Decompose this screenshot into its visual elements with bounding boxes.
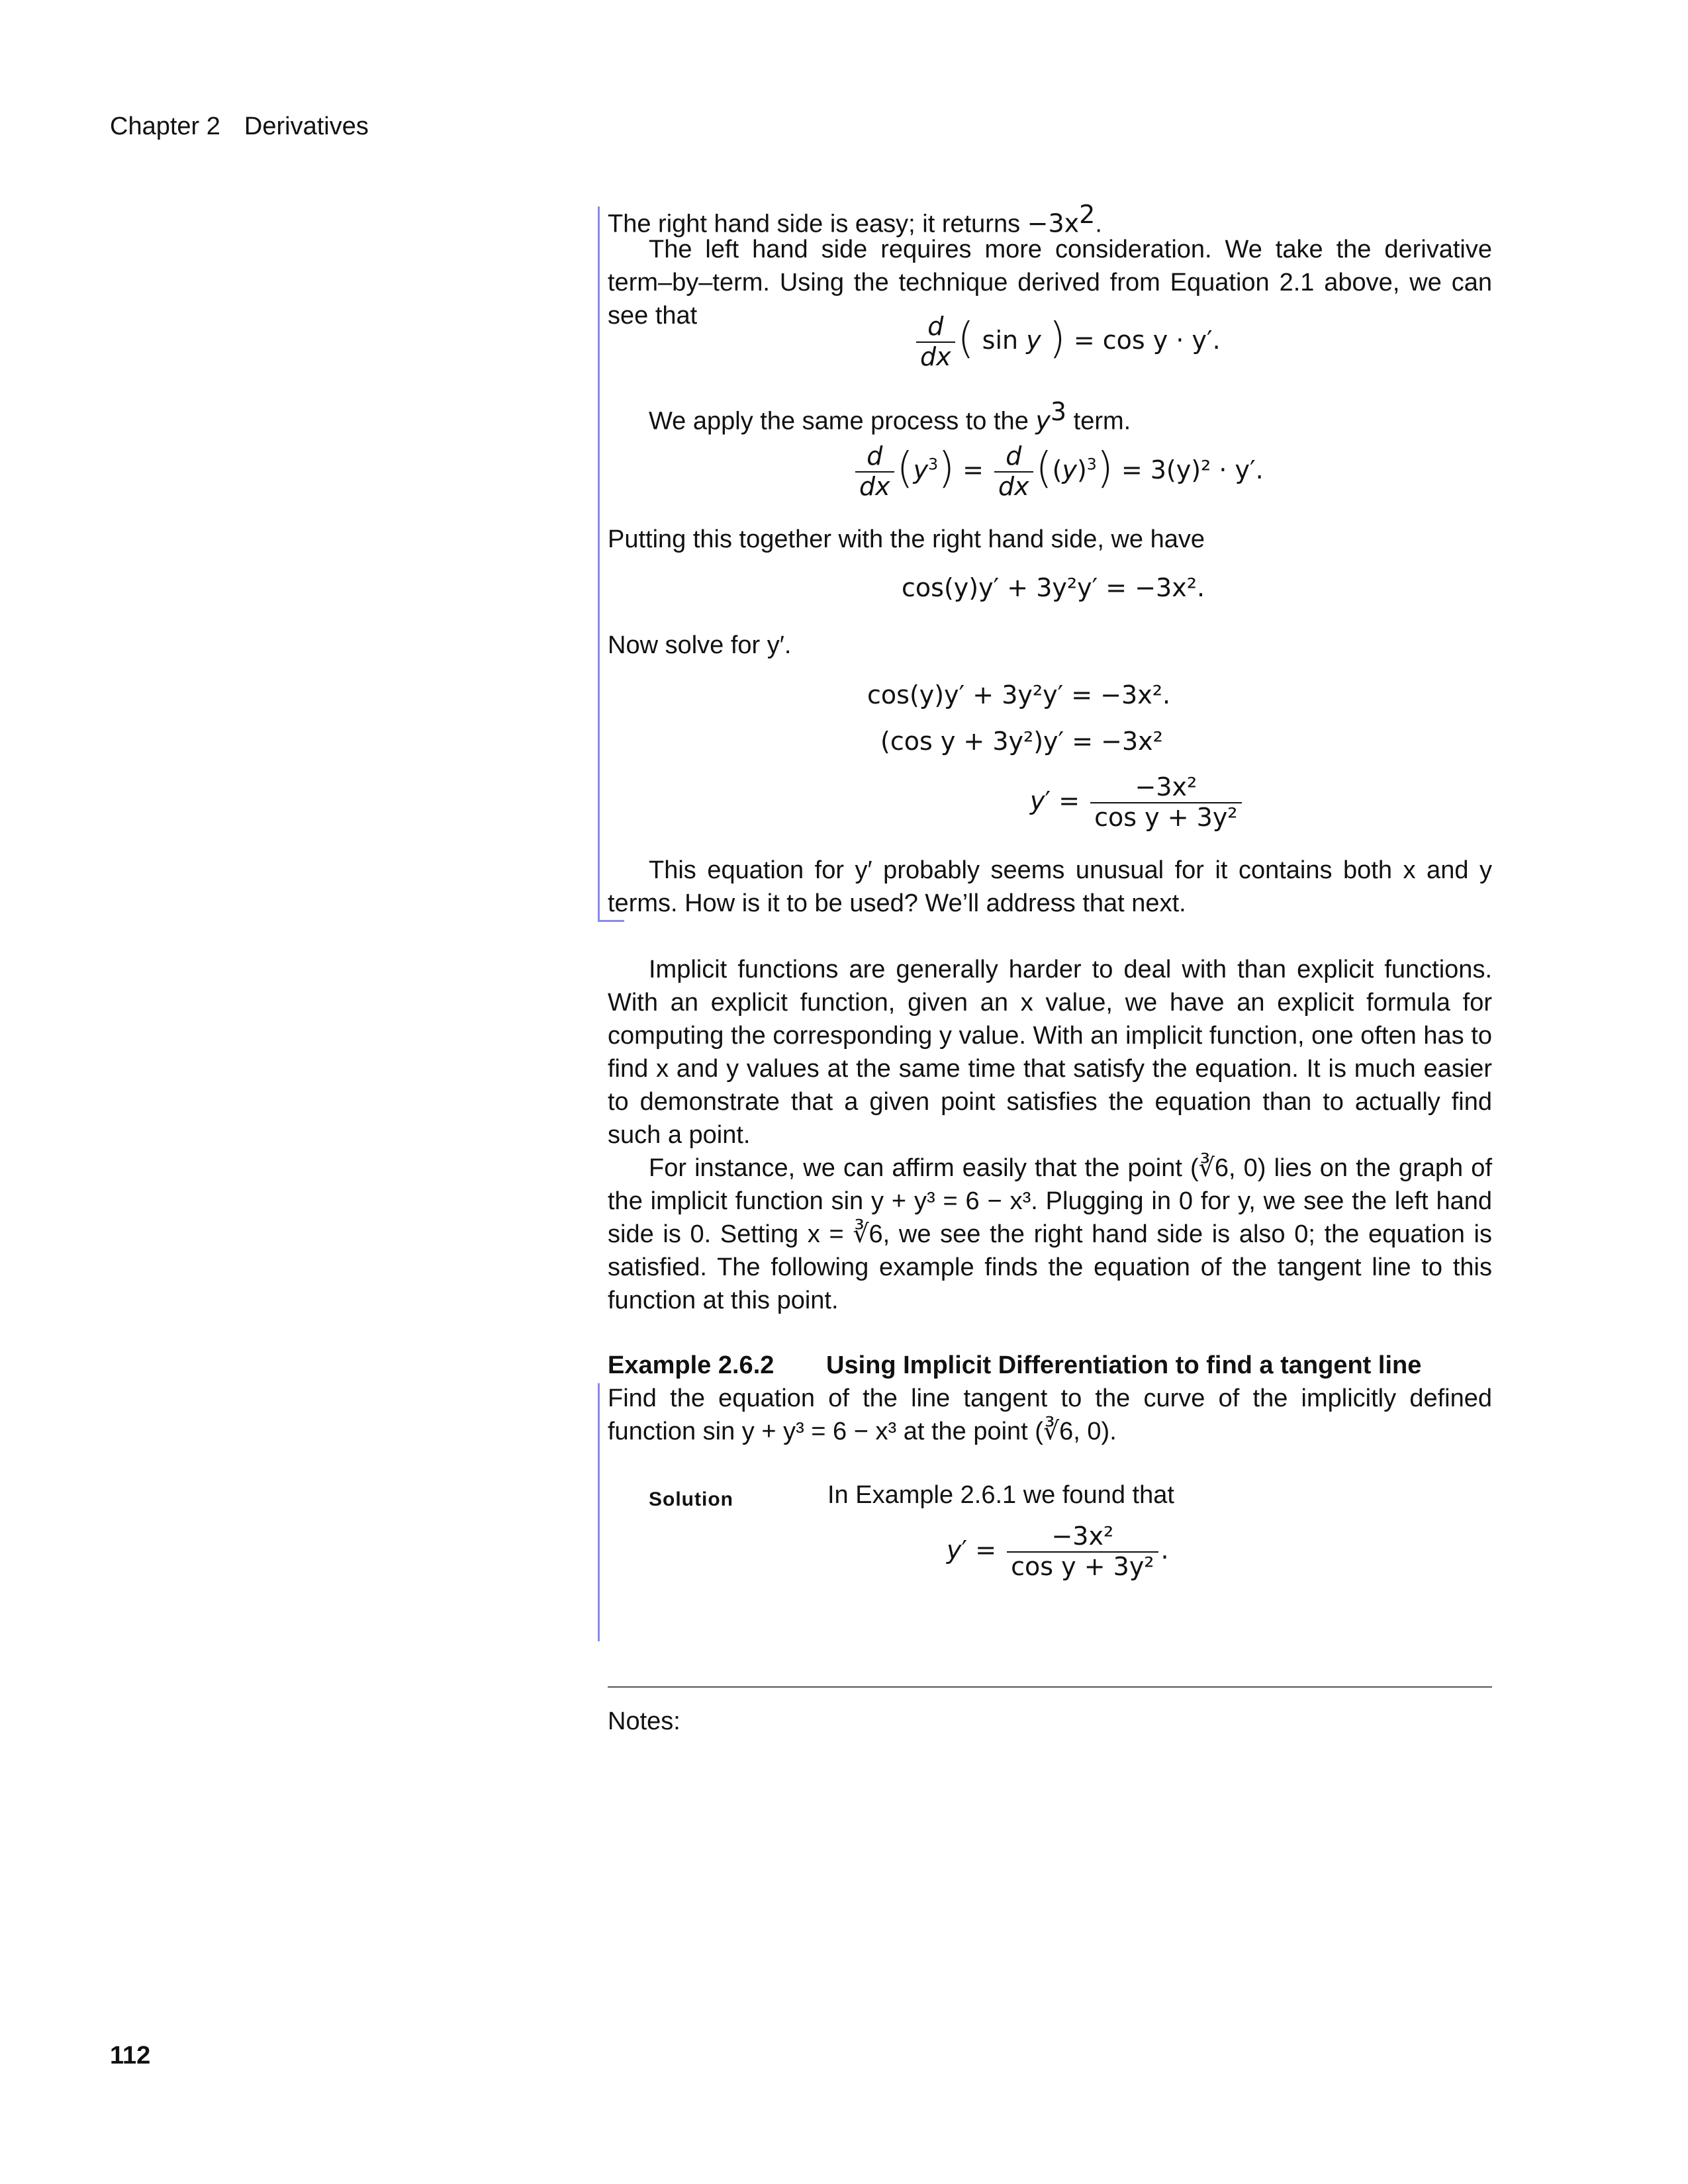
example-title: Using Implicit Differentiation to find a tangent line [826,1351,1422,1379]
notes-label: Notes: [608,1707,680,1735]
margin-bar [598,206,600,921]
equation-dy3: $\frac{d}{dx}$ $(y^3)$ = $\frac{d}{dx}$ $((y)^3) = 3(y)^2 \cdot y'$. [853,442,1264,501]
paragraph-putting-together: Putting this together with the right hand side, we have [608,525,1205,553]
paragraph-for-instance: For instance, we can affirm easily that the point (∛6, 0) lies on the graph of the implicit function sin y + y³ = 6 − x³. Plugging in 0 for y, we see the left hand side is 0. Setting x = ∛6, we see the right hand side is also 0; the equation is satisfied. The following example finds the equation of the tangent line to this function at this point. [608,1154,1492,1314]
chapter-title: Derivatives [244,113,369,140]
system-line-2: (cos y + 3y²)y′ = −3x² [880,727,1163,756]
page-number: 112 [110,2042,151,2070]
example-margin-bar [598,1383,600,1641]
chapter-label: Chapter 2 [110,113,220,140]
paragraph-left-hand-side: The left hand side requires more consideration. We take the derivative term–by–term. Using the technique derived from Equation 2.1 above, we can see that [608,236,1492,330]
paragraph-same-process: We apply the same process to the $y^3$ term. [649,397,1131,435]
example-statement: Find the equation of the line tangent to the curve of the implicitly defined function sin y + y³ = 6 − x³ at the point (∛6, 0). [608,1385,1492,1445]
solution-text: In Example 2.6.1 we found that [827,1481,1174,1509]
solution-equation: y′ = $\frac{\text{−3x²}}{\text{cos y + 3y²}}$ . [947,1522,1169,1581]
system-line-3: y′ = $\frac{\text{−3x²}}{\text{cos y + 3y²}}$ [1030,773,1244,832]
equation-combined: cos(y)y′ + 3y²y′ = −3x². [902,573,1205,602]
math-rhs: −3x [1027,208,1080,238]
line-right-hand-side: The right hand side is easy; it returns $-3x^2$. [608,200,1102,238]
example-heading [608,1349,1492,1382]
notes-rule [608,1686,1492,1688]
example-number: Example 2.6.2 [608,1351,774,1379]
equation-dsin: $\frac{d}{dx}$ ( sin y ) = cos y · y′. [914,312,1221,371]
system-line-1: cos(y)y′ + 3y²y′ = −3x². [867,680,1171,709]
margin-bar-foot [598,920,624,922]
solution-label: Solution [649,1488,733,1510]
running-head [110,113,369,141]
paragraph-solve: Now solve for y′. [608,631,792,659]
paragraph-unusual: This equation for y′ probably seems unusual for it contains both x and y terms. How is it to be used? We’ll address that next. [608,856,1492,917]
paragraph-implicit-functions: Implicit functions are generally harder to deal with than explicit functions. With an explicit function, given an x value, we have an explicit formula for computing the corresponding y value. With an implicit function, one often has to find x and y values at the same time that satisfy the equation. It is much easier to demonstrate that a given point satisfies the equation than to actually find such a point. [608,956,1492,1149]
